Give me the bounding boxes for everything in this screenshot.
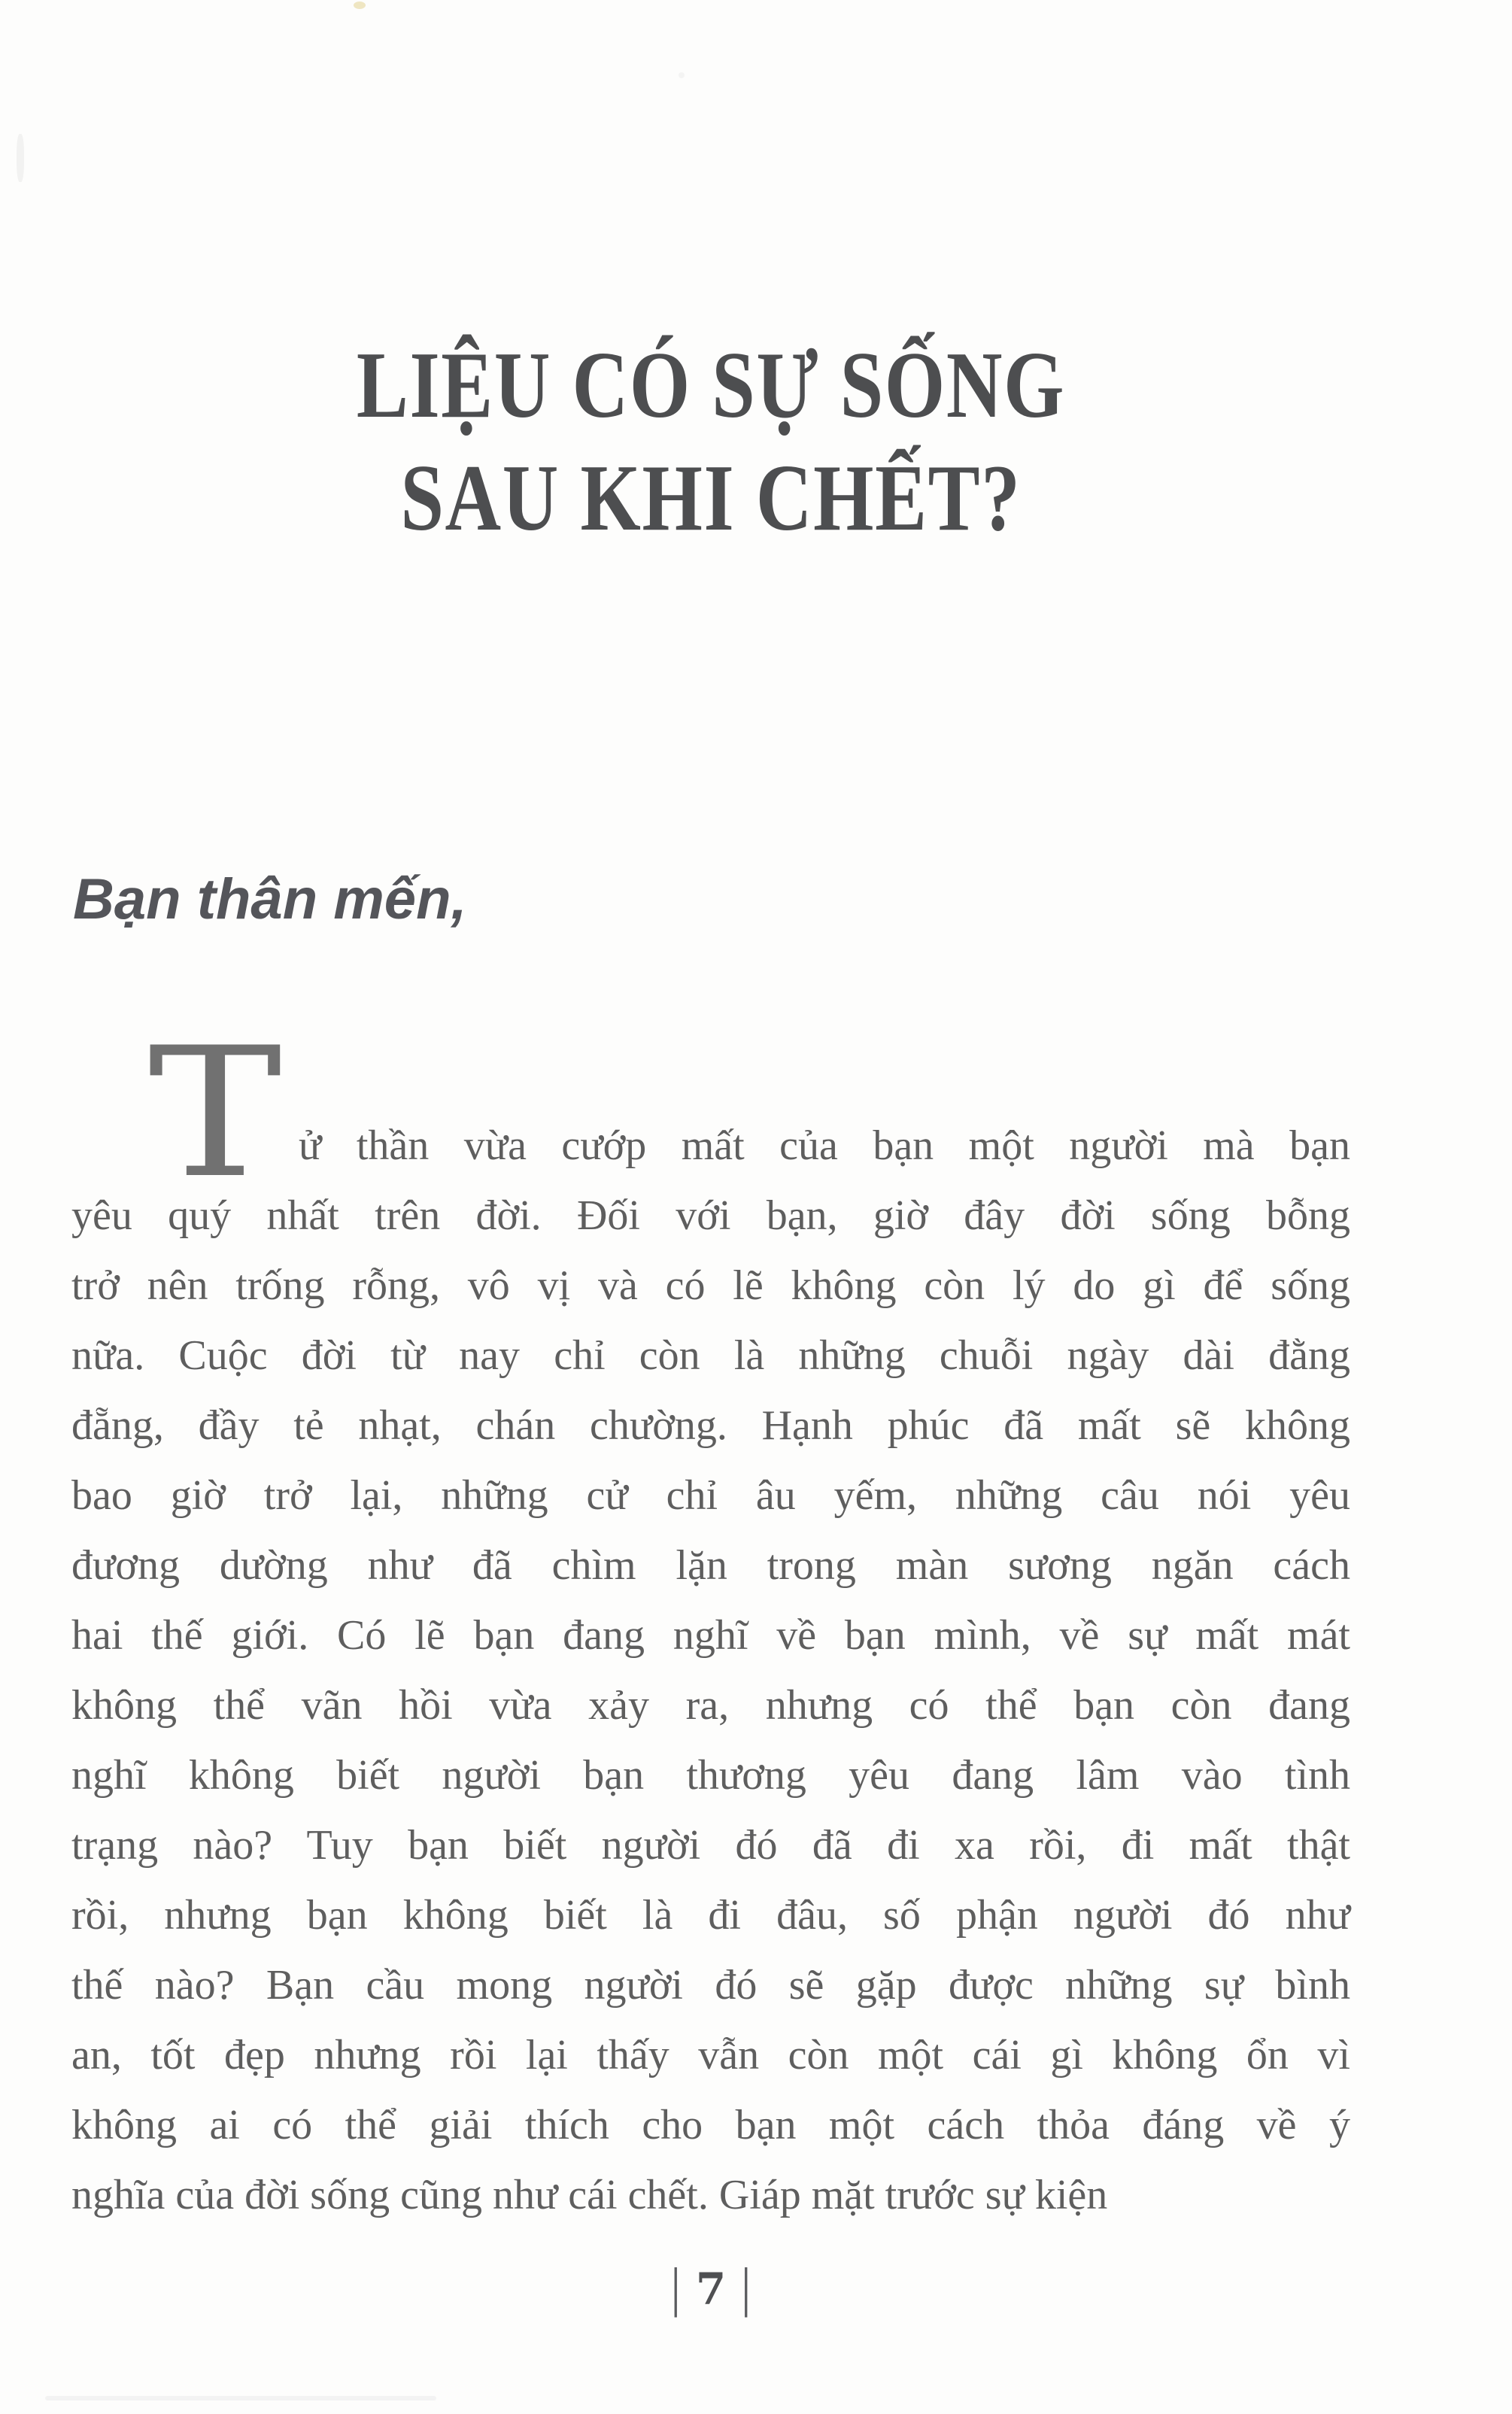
salutation: Bạn thân mến,: [73, 867, 467, 931]
chapter-title-line-2: SAU KHI CHẾT?: [400, 446, 1022, 551]
page-number: 7: [695, 2264, 727, 2315]
paragraph-line: bao giờ trở lại, những cử chỉ âu yếm, những câu nói yêu: [71, 1472, 1350, 1519]
paragraph-line: nữa. Cuộc đời từ nay chỉ còn là những chuỗi ngày dài đằng: [71, 1332, 1350, 1379]
paragraph-line: hai thế giới. Có lẽ bạn đang nghĩ về bạn mình, về sự mất mát: [71, 1612, 1350, 1659]
scan-artifact: [17, 134, 24, 182]
paragraph-line: rồi, nhưng bạn không biết là đi đâu, số phận người đó như: [71, 1892, 1350, 1939]
paragraph-line: nghĩ không biết người bạn thương yêu đang lâm vào tình: [71, 1752, 1350, 1799]
chapter-title-line-1: LIỆU CÓ SỰ SỐNG: [356, 333, 1066, 438]
paragraph-line: trở nên trống rỗng, vô vị và có lẽ không còn lý do gì để sống: [71, 1262, 1350, 1309]
page-number-bar-right: |: [741, 2258, 751, 2318]
drop-cap: T: [148, 1010, 282, 1218]
chapter-title: [71, 329, 1350, 555]
scan-artifact: [354, 2, 366, 9]
paragraph-line: không thể vãn hồi vừa xảy ra, nhưng có thể bạn còn đang: [71, 1682, 1350, 1729]
paragraph-line: không ai có thể giải thích cho bạn một cách thỏa đáng về ý: [71, 2102, 1350, 2148]
paragraph-line: an, tốt đẹp nhưng rồi lại thấy vẫn còn một cái gì không ổn vì: [71, 2032, 1350, 2078]
scan-artifact: [679, 72, 685, 78]
paragraph-line: yêu quý nhất trên đời. Đối với bạn, giờ đây đời sống bỗng: [71, 1192, 1350, 1239]
paragraph-line: đẵng, đầy tẻ nhạt, chán chường. Hạnh phúc đã mất sẽ không: [71, 1402, 1350, 1449]
body-paragraph: [71, 1111, 1350, 2230]
paragraph-line: đương dường như đã chìm lặn trong màn sương ngăn cách: [71, 1542, 1350, 1589]
paragraph-line: ử thần vừa cướp mất của bạn một người mà bạn: [299, 1122, 1350, 1169]
paragraph-line: thế nào? Bạn cầu mong người đó sẽ gặp được những sự bình: [71, 1962, 1350, 2009]
paragraph-line: trạng nào? Tuy bạn biết người đó đã đi xa rồi, đi mất thật: [71, 1822, 1350, 1869]
page-footer: [71, 2258, 1350, 2319]
paragraph-line: nghĩa của đời sống cũng như cái chết. Giáp mặt trước sự kiện: [71, 2172, 1108, 2218]
scan-artifact: [45, 2396, 436, 2400]
page-number-bar-left: |: [670, 2258, 681, 2318]
